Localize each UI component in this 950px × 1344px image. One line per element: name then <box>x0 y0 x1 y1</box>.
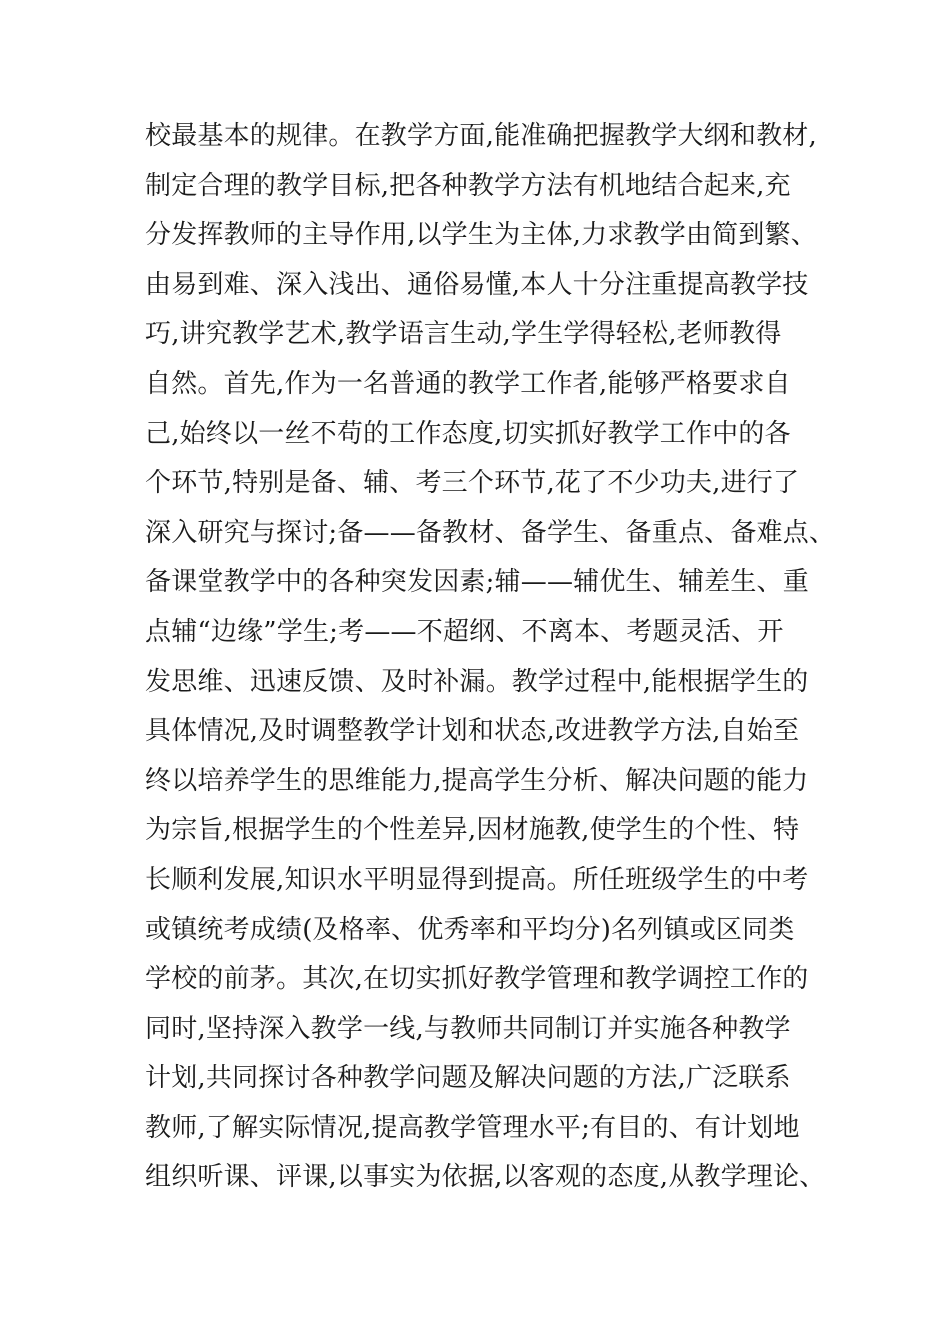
text-line: 自然。首先,作为一名普通的教学工作者,能够严格要求自 <box>145 368 791 399</box>
text-line: 或镇统考成绩(及格率、优秀率和平均分)名列镇或区同类 <box>145 914 795 945</box>
text-line: 校最基本的规律。在教学方面,能准确把握教学大纲和教材, <box>145 121 817 151</box>
text-line: 长顺利发展,知识水平明显得到提高。所任班级学生的中考 <box>145 864 809 895</box>
text-line: 由易到难、深入浅出、通俗易懂,本人十分注重提高教学技 <box>145 269 809 300</box>
text-line: 备课堂教学中的各种突发因素;辅——辅优生、辅差生、重 <box>145 567 809 598</box>
text-line: 制定合理的教学目标,把各种教学方法有机地结合起来,充 <box>145 170 791 201</box>
text-line: 深入研究与探讨;备——备教材、备学生、备重点、备难点、 <box>145 517 835 548</box>
text-line: 为宗旨,根据学生的个性差异,因材施教,使学生的个性、特 <box>145 815 800 846</box>
text-line: 个环节,特别是备、辅、考三个环节,花了不少功夫,进行了 <box>145 468 800 499</box>
text-line: 分发挥教师的主导作用,以学生为主体,力求教学由简到繁、 <box>145 220 817 251</box>
text-line: 点辅“边缘”学生;考——不超纲、不离本、考题灵活、开 <box>145 616 784 647</box>
text-line: 具体情况,及时调整教学计划和状态,改进教学方法,自始至 <box>145 716 800 747</box>
text-line: 发思维、迅速反馈、及时补漏。教学过程中,能根据学生的 <box>145 666 809 697</box>
text-line: 计划,共同探讨各种教学问题及解决问题的方法,广泛联系 <box>145 1063 791 1094</box>
text-line: 终以培养学生的思维能力,提高学生分析、解决问题的能力 <box>145 765 809 796</box>
text-line: 组织听课、评课,以事实为依据,以客观的态度,从教学理论、 <box>145 1162 826 1193</box>
text-line: 同时,坚持深入教学一线,与教师共同制订并实施各种教学 <box>145 1013 791 1044</box>
text-line: 学校的前茅。其次,在切实抓好教学管理和教学调控工作的 <box>145 964 809 995</box>
text-line: 教师,了解实际情况,提高教学管理水平;有目的、有计划地 <box>145 1112 800 1143</box>
text-line: 巧,讲究教学艺术,教学语言生动,学生学得轻松,老师教得 <box>145 319 782 350</box>
body-text <box>145 112 835 1203</box>
text-line: 己,始终以一丝不苟的工作态度,切实抓好教学工作中的各 <box>145 418 791 449</box>
